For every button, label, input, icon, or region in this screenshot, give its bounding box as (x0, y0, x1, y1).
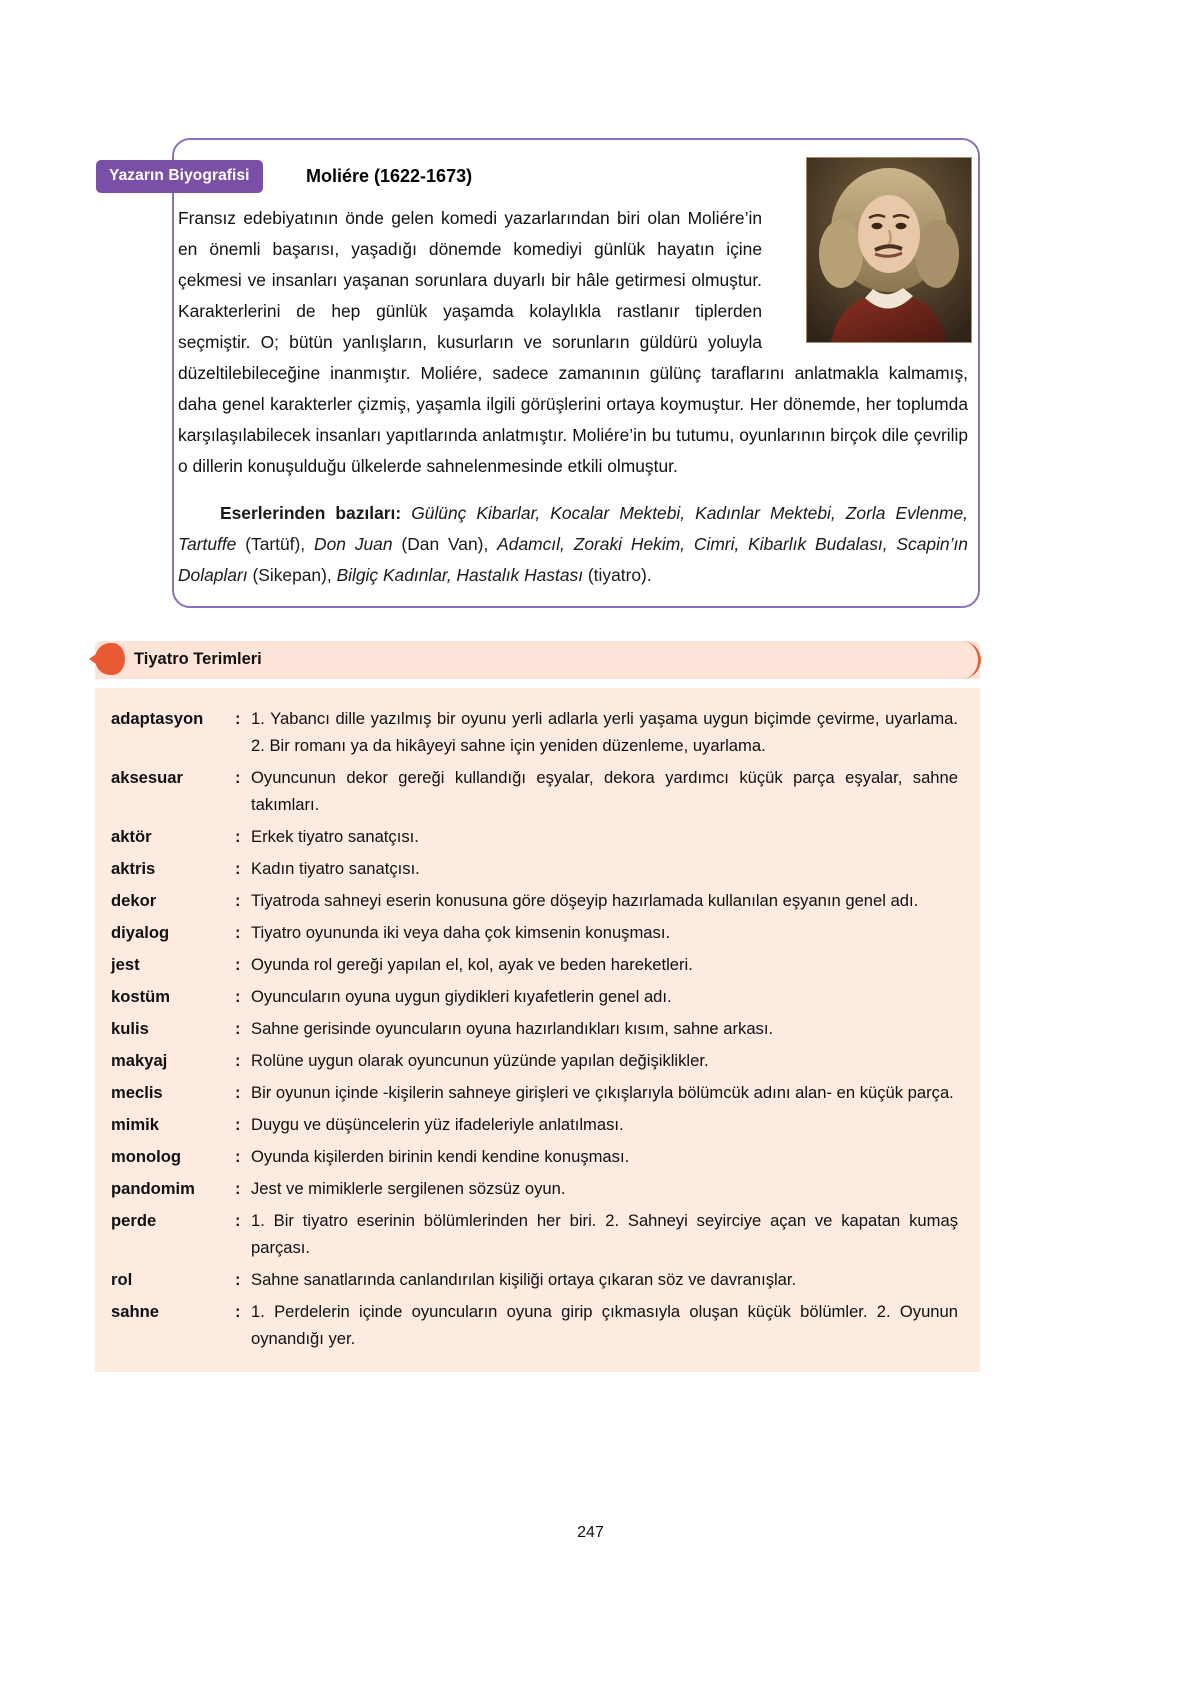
term-row (95, 761, 980, 820)
term-word: aktör (111, 826, 152, 846)
term-colon: : (235, 826, 241, 846)
term-colon: : (235, 1301, 241, 1321)
term-colon: : (235, 1082, 241, 1102)
term-colon: : (235, 858, 241, 878)
term-definition: Rolüne uygun olarak oyuncunun yüzünde yapılan değişiklikler. (251, 1050, 709, 1070)
term-definition: Oyunda rol gereği yapılan el, kol, ayak ve beden hareketleri. (251, 954, 693, 974)
biography-title: Moliére (1622-1673) (306, 166, 473, 186)
term-word: mimik (111, 1114, 159, 1134)
works-plain-1: (Tartüf), (245, 534, 306, 554)
term-row (95, 1012, 980, 1044)
term-colon: : (235, 1018, 241, 1038)
term-colon: : (235, 922, 241, 942)
term-definition: Tiyatro oyununda iki veya daha çok kimsenin konuşması. (251, 922, 671, 942)
term-definition: Erkek tiyatro sanatçısı. (251, 826, 419, 846)
term-word: pandomim (111, 1178, 195, 1198)
term-word: aksesuar (111, 767, 183, 787)
term-colon: : (235, 1114, 241, 1134)
term-row (95, 852, 980, 884)
term-row (95, 1076, 980, 1108)
works-italic-4: Bilgiç Kadınlar, Hastalık Hastası (336, 565, 584, 585)
term-word: monolog (111, 1146, 182, 1166)
term-word: dekor (111, 890, 157, 910)
term-row (95, 1140, 980, 1172)
term-definition: Tiyatroda sahneyi eserin konusuna göre döşeyip hazırlamada kullanılan eşyanın genel adı. (251, 890, 919, 910)
term-definition: Duygu ve düşüncelerin yüz ifadeleriyle anlatılması. (251, 1114, 624, 1134)
term-word: meclis (111, 1082, 163, 1102)
term-colon: : (235, 1269, 241, 1289)
term-row (95, 1044, 980, 1076)
works-plain-3: (Sikepan), (252, 565, 332, 585)
term-word: makyaj (111, 1050, 168, 1070)
term-colon: : (235, 986, 241, 1006)
term-row (95, 948, 980, 980)
term-colon: : (235, 890, 241, 910)
term-row (95, 916, 980, 948)
term-row (95, 1263, 980, 1295)
term-word: aktris (111, 858, 156, 878)
term-definition: 1. Bir tiyatro eserinin bölümlerinden her biri. 2. Sahneyi seyirciye açan ve kapatan kumaş parçası. (251, 1210, 958, 1257)
term-word: kostüm (111, 986, 171, 1006)
page-number: 247 (577, 1524, 604, 1541)
term-word: kulis (111, 1018, 149, 1038)
term-colon: : (235, 1050, 241, 1070)
term-definition: Oyuncunun dekor gereği kullandığı eşyalar, dekora yardımcı küçük parça eşyalar, sahne takımları. (251, 767, 958, 814)
term-row (95, 1172, 980, 1204)
portrait-text-wrap-spacer (762, 203, 968, 351)
term-row (95, 702, 980, 761)
term-colon: : (235, 708, 241, 728)
works-plain-2: (Dan Van), (401, 534, 489, 554)
term-colon: : (235, 954, 241, 974)
works-italic-1: Gülünç Kibarlar, Kocalar Mektebi, Kadınlar Mektebi, Zorla Evlenme, Tartuffe (178, 503, 968, 554)
term-row (95, 1108, 980, 1140)
term-definition: 1. Yabancı dille yazılmış bir oyunu yerli adlarla yerli yaşama uygun biçimde çevirme, uyarlama. 2. Bir romanı ya da hikâyeyi sahne için yeniden düzenleme, uyarlama. (251, 708, 958, 755)
term-definition: Oyunda kişilerden birinin kendi kendine konuşması. (251, 1146, 630, 1166)
term-word: rol (111, 1269, 133, 1289)
term-definition: Sahne sanatlarında canlandırılan kişiliği ortaya çıkaran söz ve davranışlar. (251, 1269, 797, 1289)
terms-bullet-icon (95, 643, 125, 675)
term-definition: Kadın tiyatro sanatçısı. (251, 858, 420, 878)
term-row (95, 980, 980, 1012)
term-colon: : (235, 1178, 241, 1198)
term-definition: Bir oyunun içinde -kişilerin sahneye girişleri ve çıkışlarıyla bölümcük adını alan- en küçük parça. (251, 1082, 954, 1102)
term-colon: : (235, 767, 241, 787)
term-definition: Oyuncuların oyuna uygun giydikleri kıyafetlerin genel adı. (251, 986, 672, 1006)
term-definition: 1. Perdelerin içinde oyuncuların oyuna girip çıkmasıyla oluşan küçük bölümler. 2. Oyunun oynandığı yer. (251, 1301, 958, 1348)
term-row (95, 1295, 980, 1354)
term-word: sahne (111, 1301, 159, 1321)
biography-works (178, 498, 968, 591)
terms-section-title: Tiyatro Terimleri (134, 650, 262, 668)
term-colon: : (235, 1210, 241, 1230)
term-row (95, 884, 980, 916)
term-definition: Jest ve mimiklerle sergilenen sözsüz oyun. (251, 1178, 566, 1198)
term-definition: Sahne gerisinde oyuncuların oyuna hazırlandıkları kısım, sahne arkası. (251, 1018, 774, 1038)
works-italic-3: Adamcıl, Zoraki Hekim, Cimri, Kibarlık Budalası, Scapin’ın Dolapları (178, 534, 968, 585)
terms-list (95, 688, 980, 1372)
biography-paragraph-text: Fransız edebiyatının önde gelen komedi yazarlarından biri olan Moliére’in en önemli başarısı, yaşadığı dönemde komediyi günlük hayatın içine çekmesi ve insanları yaşanan sorunlara duyarlı bir hâle getirmesi olmuştur. Karakterlerini de hep günlük yaşamda kolaylıkla rastlanır tiplerden seçmiştir. O; bütün yanlışların, kusurların ve sorunların güldürü yoluyla düzeltilebileceğine inanmıştır. Moliére, sadece zamanının gülünç taraflarını anlatmakla kalmamış, daha genel karakterler çizmiş, yaşamla ilgili görüşlerini ortaya koymuştur. Her dönemde, her toplumda karşılaşılabilecek insanları yapıtlarında anlatmıştır. Moliére’in bu tutumu, oyunlarının birçok dile çevrilip o dillerin konuşulduğu ülkelerde sahnelenmesinde etkili olmuştur. (178, 208, 968, 476)
term-row (95, 820, 980, 852)
biography-paragraph (178, 203, 968, 482)
term-word: perde (111, 1210, 157, 1230)
works-italic-2: Don Juan (314, 534, 393, 554)
biography-tag: Yazarın Biyografisi (96, 160, 263, 193)
term-row (95, 1204, 980, 1263)
works-label: Eserlerinden bazıları: (220, 503, 402, 523)
term-word: diyalog (111, 922, 170, 942)
works-plain-4: (tiyatro). (587, 565, 652, 585)
term-word: adaptasyon (111, 708, 204, 728)
term-colon: : (235, 1146, 241, 1166)
term-word: jest (111, 954, 140, 974)
